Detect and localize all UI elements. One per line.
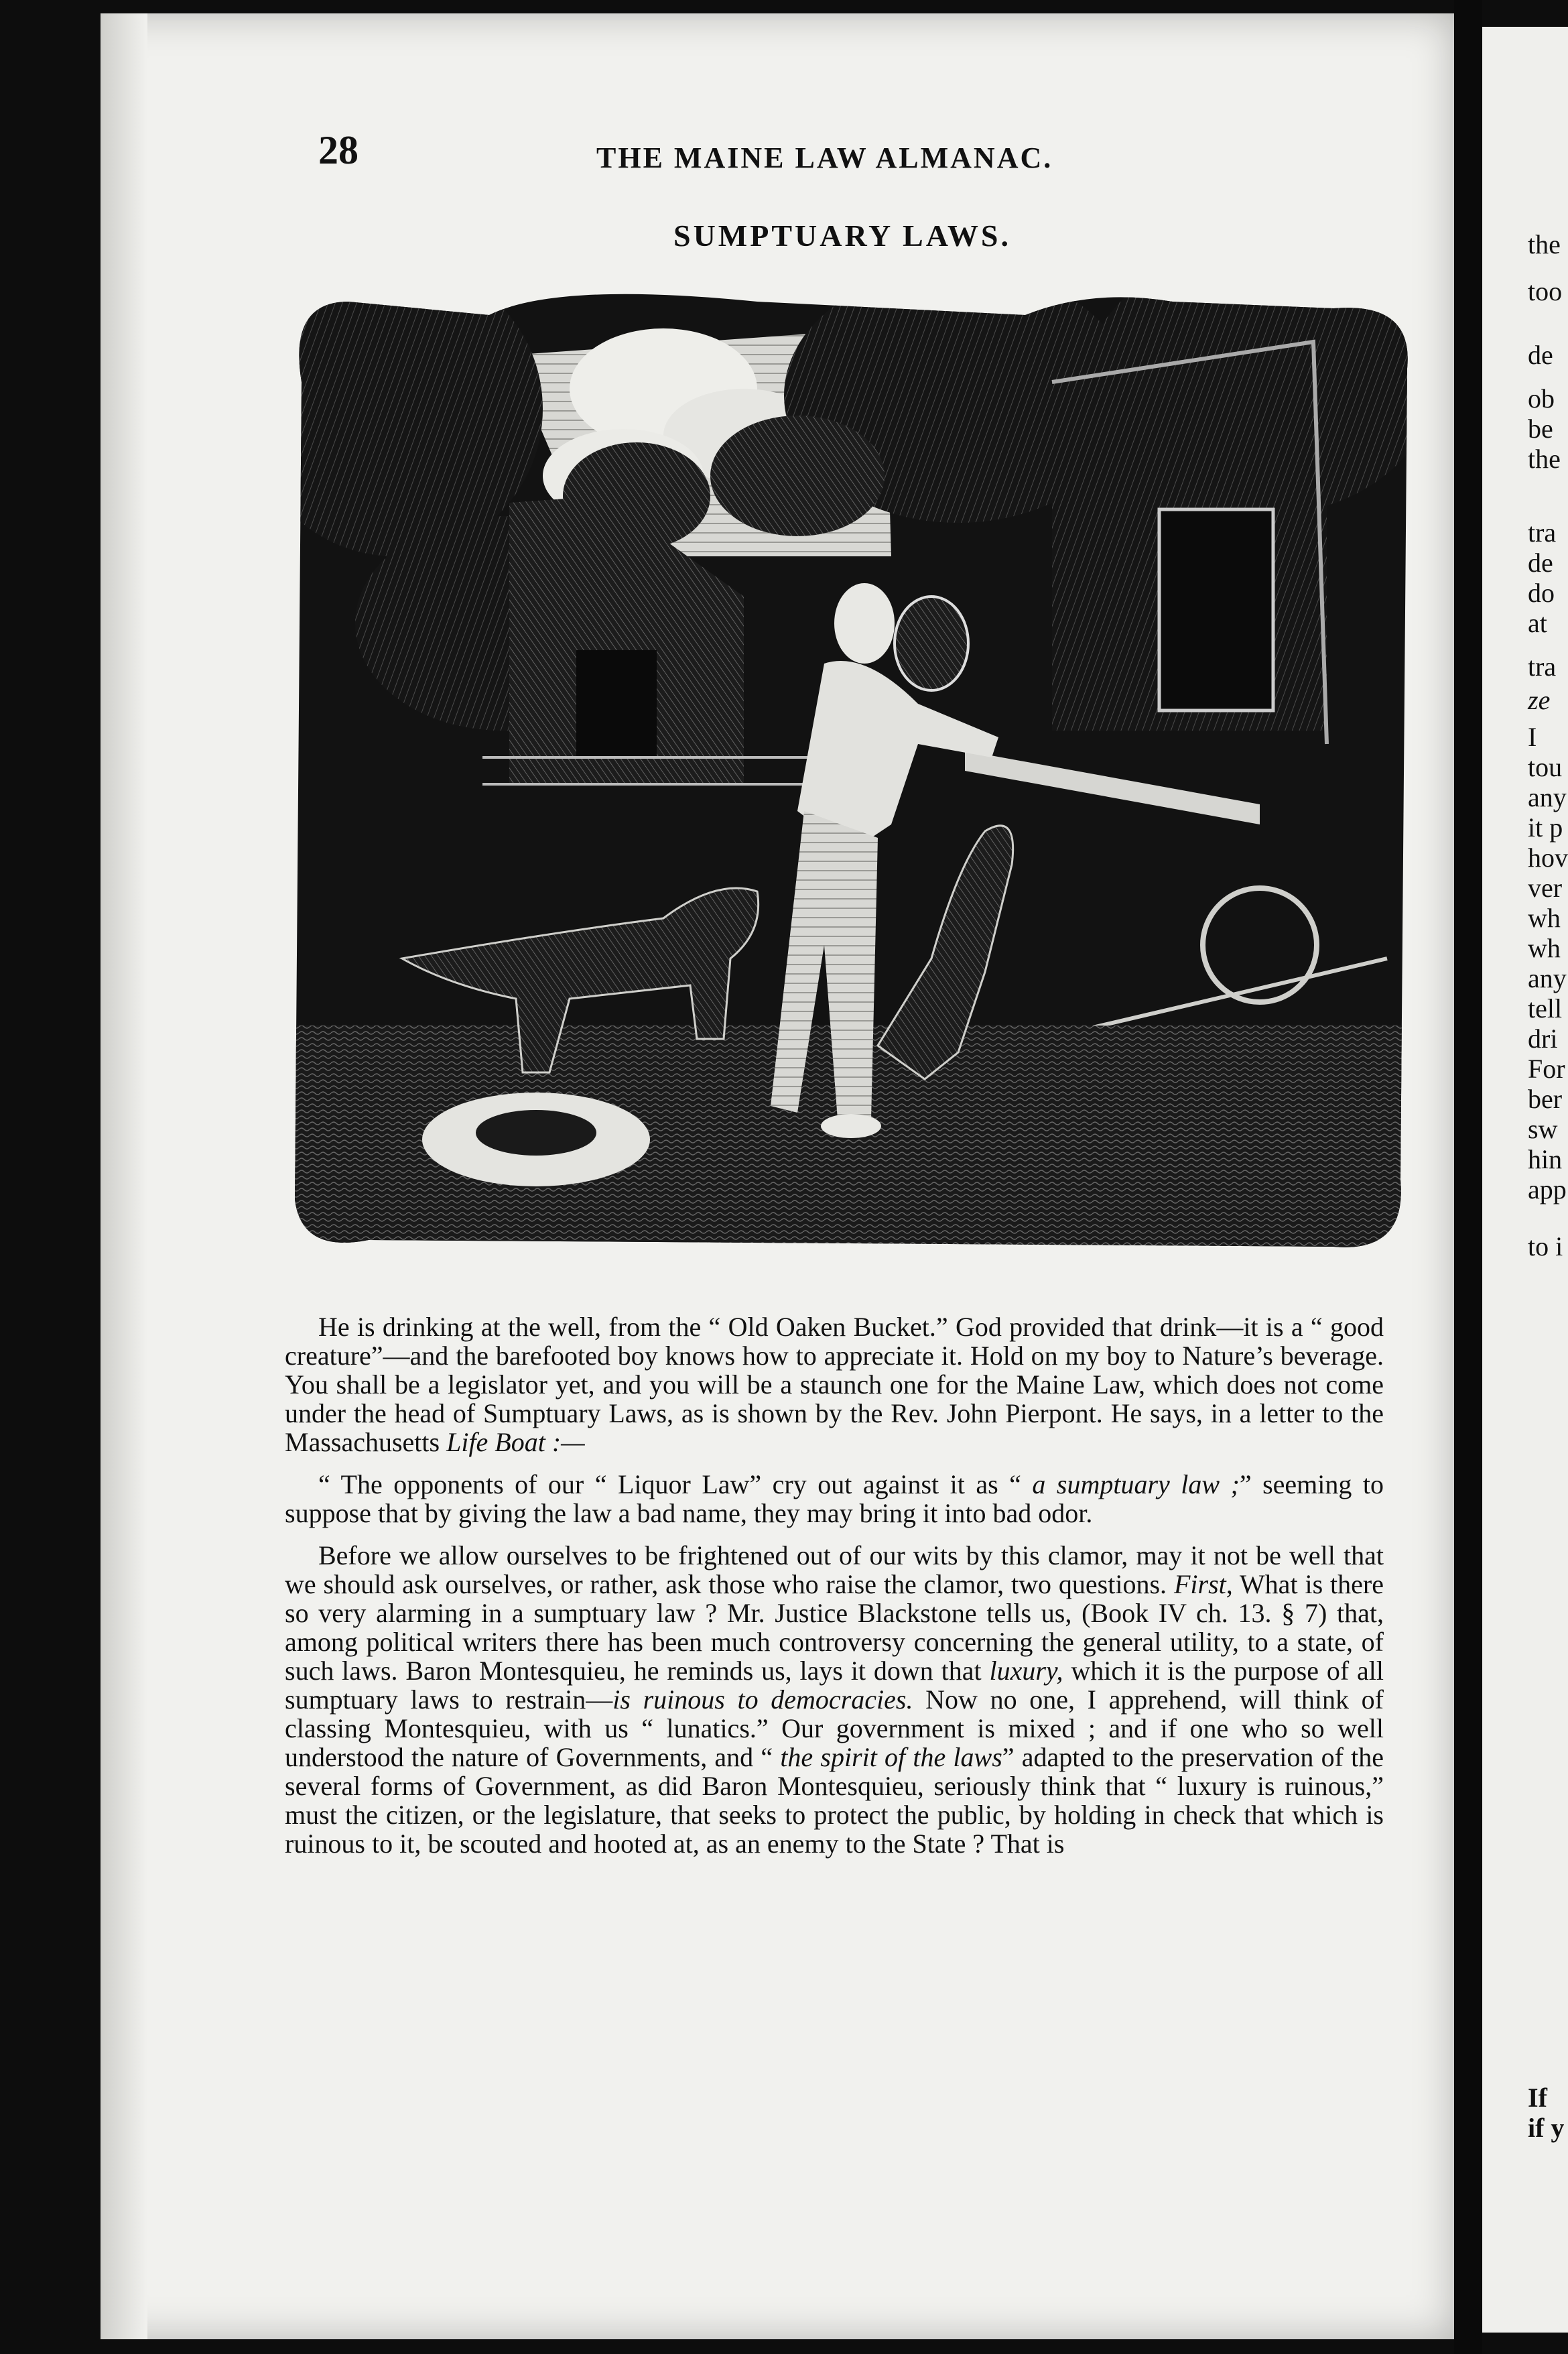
fragment-word: app bbox=[1528, 1174, 1567, 1204]
fragment-word: it p bbox=[1528, 812, 1563, 843]
fragment-word: if y bbox=[1528, 2113, 1565, 2143]
page-gutter-shadow bbox=[101, 13, 147, 2339]
section-title: SUMPTUARY LAWS. bbox=[673, 219, 1011, 253]
page-divider bbox=[1454, 0, 1482, 2354]
fragment-word: to i bbox=[1528, 1231, 1563, 1261]
fragment-word: wh bbox=[1528, 903, 1561, 933]
fragment-word: wh bbox=[1528, 933, 1561, 963]
italic-text: the spirit of the laws bbox=[780, 1742, 1002, 1772]
running-head: THE MAINE LAW ALMANAC. bbox=[596, 141, 1053, 174]
fragment-word: ob bbox=[1528, 383, 1555, 414]
fragment-word: be bbox=[1528, 414, 1553, 444]
fragment-word: tell bbox=[1528, 993, 1563, 1024]
fragment-word: the bbox=[1528, 229, 1561, 259]
fragment-word: de bbox=[1528, 548, 1553, 578]
fragment-word: any bbox=[1528, 963, 1567, 993]
article-body bbox=[285, 1312, 1384, 1871]
fragment-word: dri bbox=[1528, 1024, 1558, 1054]
page-number: 28 bbox=[318, 128, 358, 172]
fragment-word: If bbox=[1528, 2083, 1547, 2113]
paragraph-text: ” seeming to suppose that by giving the law a bad name, they may bring it into bad odor. bbox=[285, 1469, 1384, 1528]
fragment-word: ber bbox=[1528, 1084, 1563, 1114]
fragment-word: I bbox=[1528, 722, 1537, 752]
fragment-word: any bbox=[1528, 782, 1567, 812]
italic-text: luxury, bbox=[989, 1656, 1063, 1686]
fragment-word: hov bbox=[1528, 843, 1568, 873]
fragment-word: tra bbox=[1528, 517, 1557, 548]
italic-text: Life Boat :— bbox=[446, 1427, 585, 1457]
fragment-word: the bbox=[1528, 444, 1561, 474]
fragment-word: too bbox=[1528, 276, 1563, 306]
paragraph-text: “ The opponents of our “ Liquor Law” cry out against it as “ bbox=[318, 1469, 1033, 1499]
paragraph-text: ” adapted to the preservation of the several forms of Government, as did Baron Montesquieu, seriously think that “ luxury is ruinous,” must the citizen, or the legislature, that seeks to protect the public, by holding in check that which is ruinous to it, be scouted and hooted at, as an enemy to the State ? That is bbox=[285, 1742, 1384, 1859]
fragment-word: ver bbox=[1528, 873, 1563, 903]
italic-text: First, bbox=[1173, 1569, 1233, 1599]
fragment-word: For bbox=[1528, 1054, 1565, 1084]
fragment-word: tra bbox=[1528, 652, 1557, 682]
paragraph-text: Before we allow ourselves to be frightened out of our wits by this clamor, may it not be well that we should ask ourselves, or rather, ask those who raise the clamor, two questions. bbox=[285, 1540, 1384, 1599]
paragraph-text: which it is the purpose of all sumptuary laws to restrain— bbox=[285, 1656, 1384, 1715]
fragment-word: hin bbox=[1528, 1144, 1563, 1174]
fragment-word: at bbox=[1528, 608, 1547, 638]
fragment-word: sw bbox=[1528, 1114, 1558, 1144]
paragraph-text: What is there so very alarming in a sumptuary law ? Mr. Justice Blackstone tells us, (Book IV ch. 13. § 7) that, among political writers there has been much controversy concerning the general utility, to a state, of such laws. Baron Montesquieu, he reminds us, lays it down that bbox=[285, 1569, 1384, 1686]
adjacent-page-fragment bbox=[1482, 27, 1568, 2333]
paragraph bbox=[285, 1470, 1384, 1528]
italic-text: a sumptuary law ; bbox=[1032, 1469, 1240, 1499]
paragraph bbox=[285, 1312, 1384, 1457]
paragraph-text: He is drinking at the well, from the “ Old Oaken Bucket.” God provided that drink—it is a “ good creature”—and the barefooted boy knows how to appreciate it. Hold on my boy to Nature’s beverage. You shall be a legislator yet, and you will be a staunch one for the Maine Law, which does not come under the head of Sumptuary Laws, as is shown by the Rev. John Pierpont. He says, in a letter to the Massachusetts bbox=[285, 1312, 1384, 1457]
fragment-word: de bbox=[1528, 340, 1553, 370]
fragment-word: tou bbox=[1528, 752, 1563, 782]
paragraph bbox=[285, 1541, 1384, 1858]
italic-text: is ruinous to democracies. bbox=[612, 1684, 913, 1715]
fragment-word: do bbox=[1528, 578, 1555, 608]
fragment-word: ze bbox=[1528, 685, 1551, 715]
paragraph-text: Now no one, I apprehend, will think of classing Montesquieu, with us “ lunatics.” Our government is mixed ; and if one who so well understood the nature of Governments, and “ bbox=[285, 1684, 1384, 1772]
woodcut-illustration bbox=[288, 275, 1414, 1260]
